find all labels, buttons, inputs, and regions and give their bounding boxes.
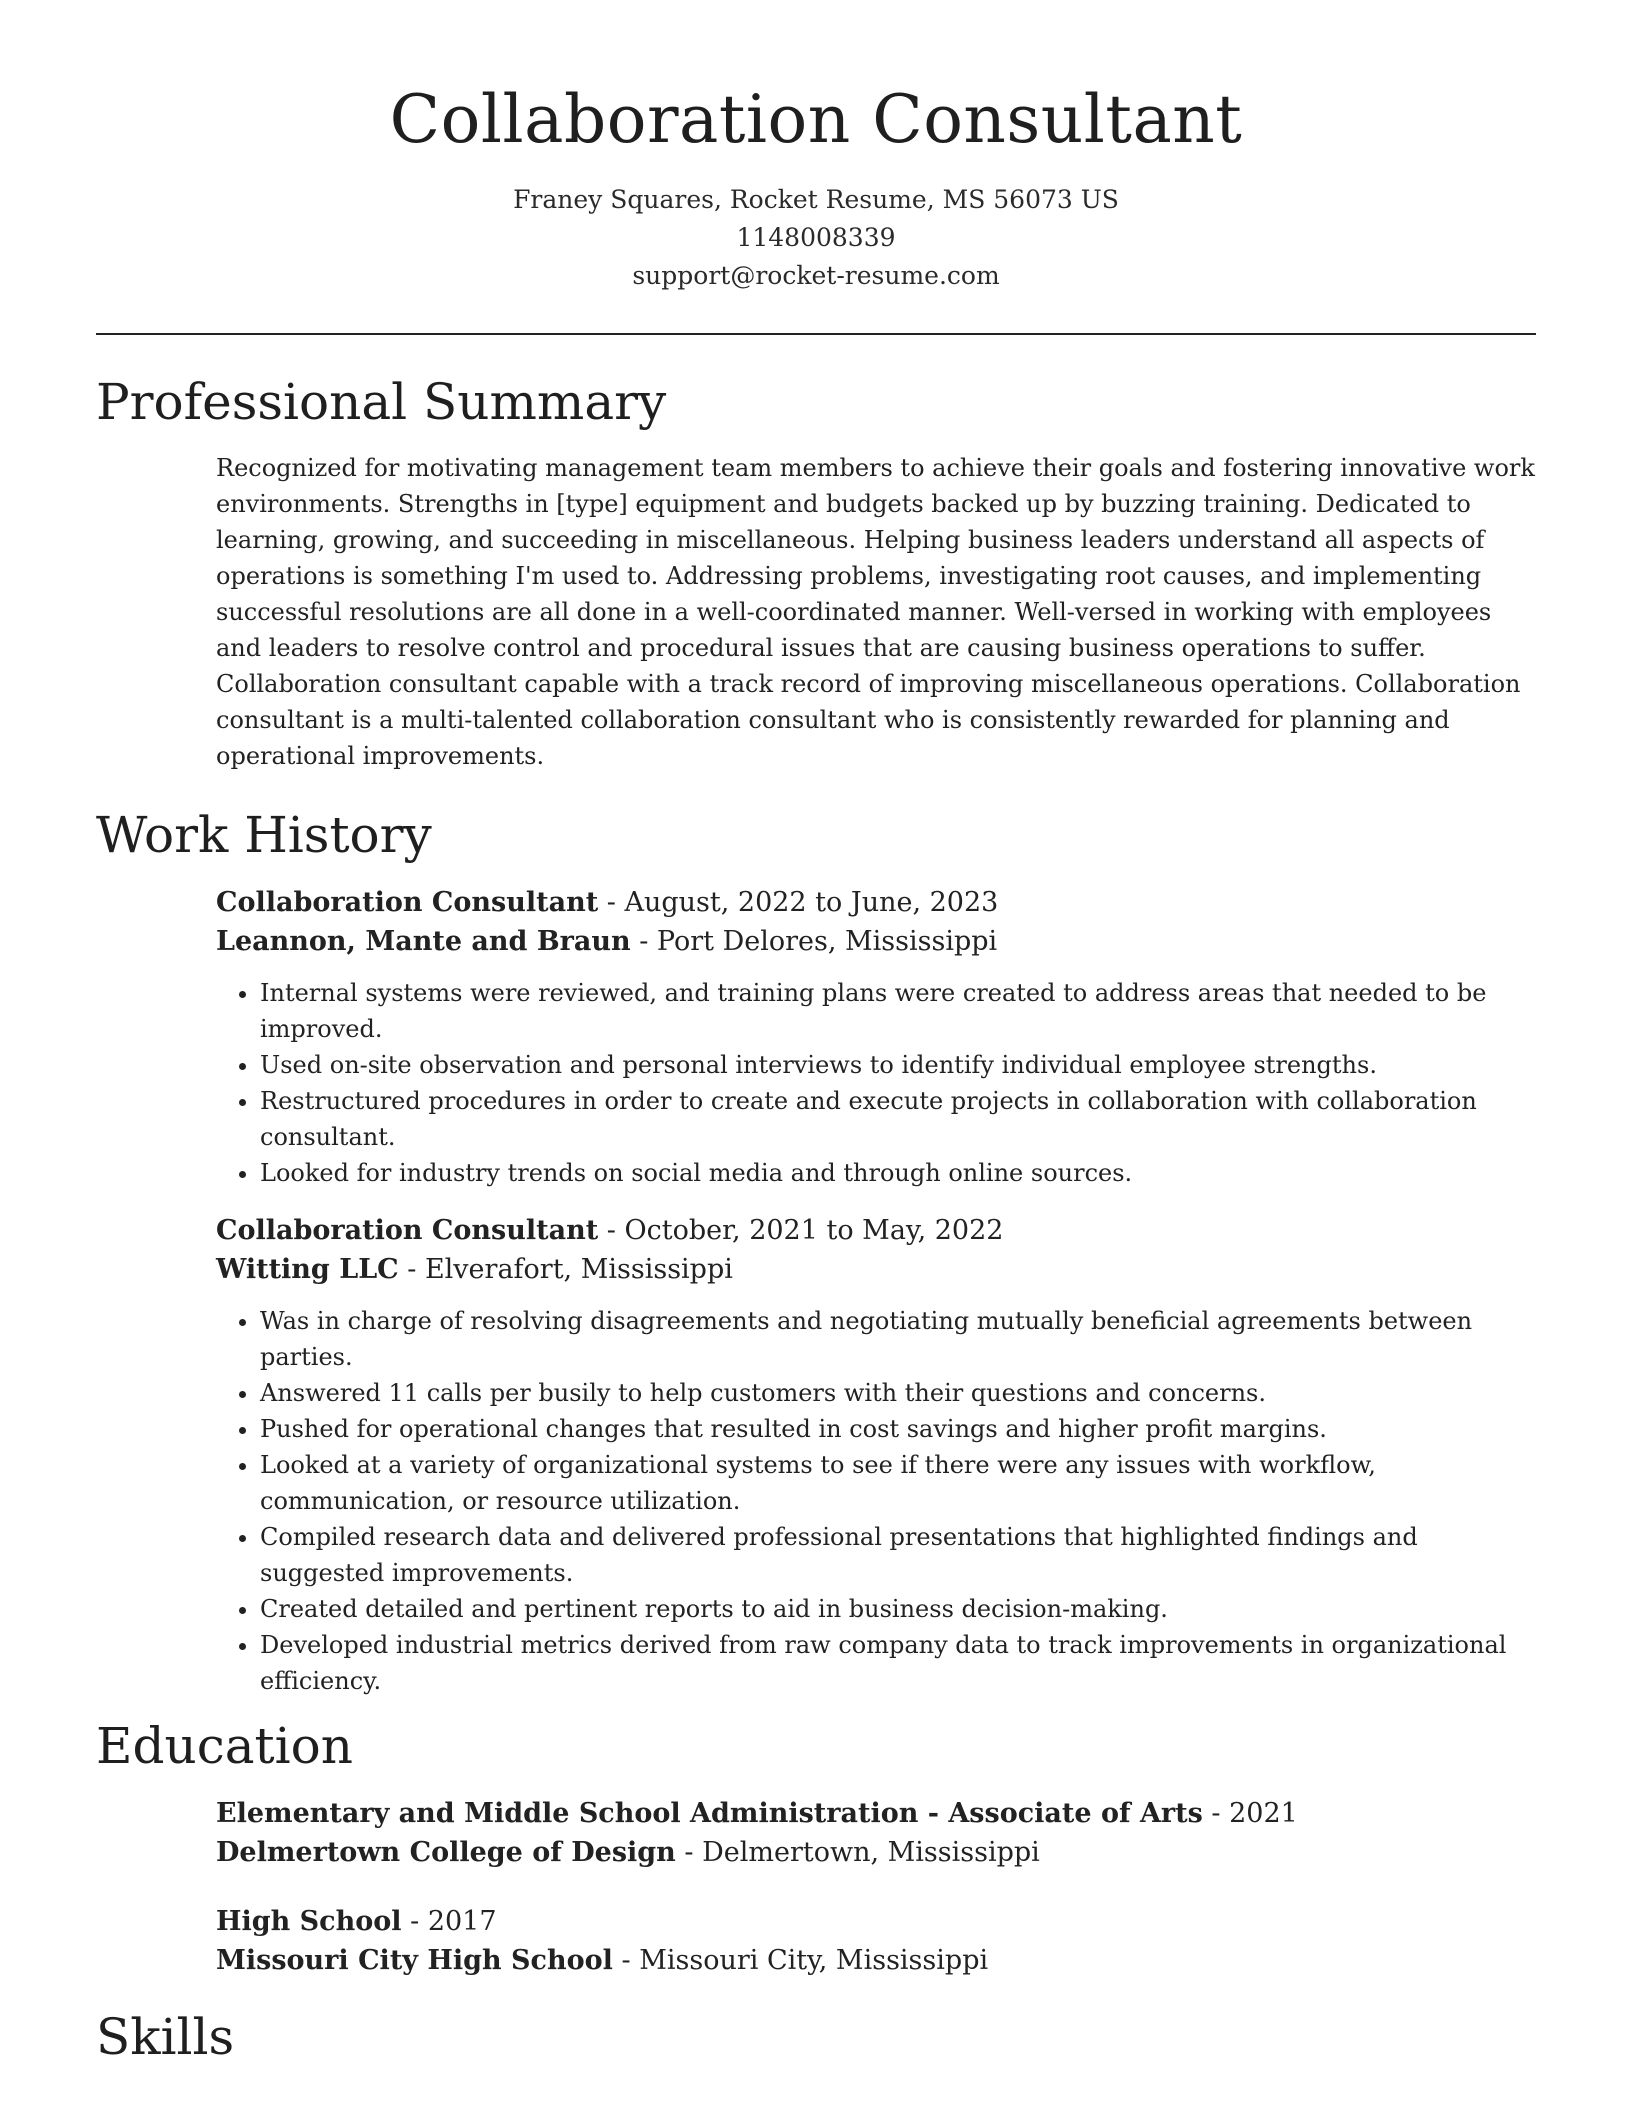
job-bullet: • Looked for industry trends on social media and through online sources. (260, 1155, 1536, 1191)
job-bullet: • Pushed for operational changes that resulted in cost savings and higher profit margins. (260, 1411, 1536, 1447)
job-company-line (216, 1250, 1536, 1289)
email: support@rocket-resume.com (632, 260, 1000, 290)
skills-title: Skills (96, 2007, 235, 2066)
school-line (216, 1833, 1536, 1872)
job-bullet: • Created detailed and pertinent reports to aid in business decision-making. (260, 1591, 1536, 1627)
school-line (216, 1941, 1536, 1980)
education-entry (216, 1794, 1536, 1872)
job-company: Leannon, Mante and Braun (216, 925, 631, 957)
degree: Elementary and Middle School Administration - Associate of Arts (216, 1797, 1203, 1829)
school-location: - Delmertown, Mississippi (675, 1836, 1040, 1868)
job-bullet: • Answered 11 calls per busily to help customers with their questions and concerns. (260, 1375, 1536, 1411)
job-title-line (216, 1211, 1536, 1250)
job-bullet: • Restructured procedures in order to create and execute projects in collaboration with collaboration consultant. (260, 1083, 1536, 1155)
job-title-line (216, 883, 1536, 922)
summary-text: Recognized for motivating management team members to achieve their goals and fostering innovative work environments. Strengths in [type] equipment and budgets backed up by buzzing training. Dedicated to learning, growing, and succeeding in miscellaneous. Helping business leaders understand all aspects of operations is something I'm used to. Addressing problems, investigating root causes, and implementing successful resolutions are all done in a well-coordinated manner. Well-versed in working with employees and leaders to resolve control and procedural issues that are causing business operations to suffer. Collaboration consultant capable with a track record of improving miscellaneous operations. Collaboration consultant is a multi-talented collaboration consultant who is consistently rewarded for planning and operational improvements. (216, 453, 1535, 770)
job-company: Witting LLC (216, 1253, 399, 1285)
school-name: Missouri City High School (216, 1944, 613, 1976)
degree-line (216, 1794, 1536, 1833)
job-bullet: • Was in charge of resolving disagreements and negotiating mutually beneficial agreements between parties. (260, 1303, 1536, 1375)
job-dates: - October, 2021 to May, 2022 (598, 1214, 1004, 1246)
degree: High School (216, 1905, 402, 1937)
school-name: Delmertown College of Design (216, 1836, 676, 1868)
job-bullet: • Developed industrial metrics derived from raw company data to track improvements in organizational efficiency. (260, 1627, 1536, 1699)
job-dates: - August, 2022 to June, 2023 (598, 886, 999, 918)
degree-line (216, 1902, 1536, 1941)
graduation-year: - 2017 (401, 1905, 497, 1937)
job-bullet: • Looked at a variety of organizational systems to see if there were any issues with workflow, communication, or resource utilization. (260, 1447, 1536, 1519)
skills-section (96, 2007, 1536, 2066)
job-bullet: • Internal systems were reviewed, and training plans were created to address areas that needed to be improved. (260, 975, 1536, 1047)
candidate-name: Collaboration Consultant (389, 81, 1243, 158)
education-section (96, 1716, 1536, 1980)
address: Franey Squares, Rocket Resume, MS 56073 US (513, 184, 1119, 214)
job-company-line (216, 922, 1536, 961)
summary-title: Professional Summary (96, 372, 667, 431)
school-location: - Missouri City, Mississippi (612, 1944, 989, 1976)
work-section (96, 805, 1536, 1699)
job-location: - Elverafort, Mississippi (398, 1253, 733, 1285)
job-bullet: • Compiled research data and delivered professional presentations that highlighted findings and suggested improvements. (260, 1519, 1536, 1591)
summary-section (96, 372, 1536, 774)
job-bullet: • Used on-site observation and personal interviews to identify individual employee strengths. (260, 1047, 1536, 1083)
header-divider (96, 333, 1536, 335)
resume-header (96, 0, 1536, 295)
phone: 1148008339 (736, 222, 896, 252)
job-role: Collaboration Consultant (216, 1214, 599, 1246)
graduation-year: - 2021 (1202, 1797, 1298, 1829)
job-bullets (216, 975, 1536, 1191)
job-entry (216, 1211, 1536, 1699)
education-entry (216, 1902, 1536, 1980)
job-role: Collaboration Consultant (216, 886, 599, 918)
education-title: Education (96, 1716, 353, 1775)
job-entry (216, 883, 1536, 1191)
job-bullets (216, 1303, 1536, 1699)
job-location: - Port Delores, Mississippi (630, 925, 998, 957)
work-title: Work History (96, 805, 432, 864)
